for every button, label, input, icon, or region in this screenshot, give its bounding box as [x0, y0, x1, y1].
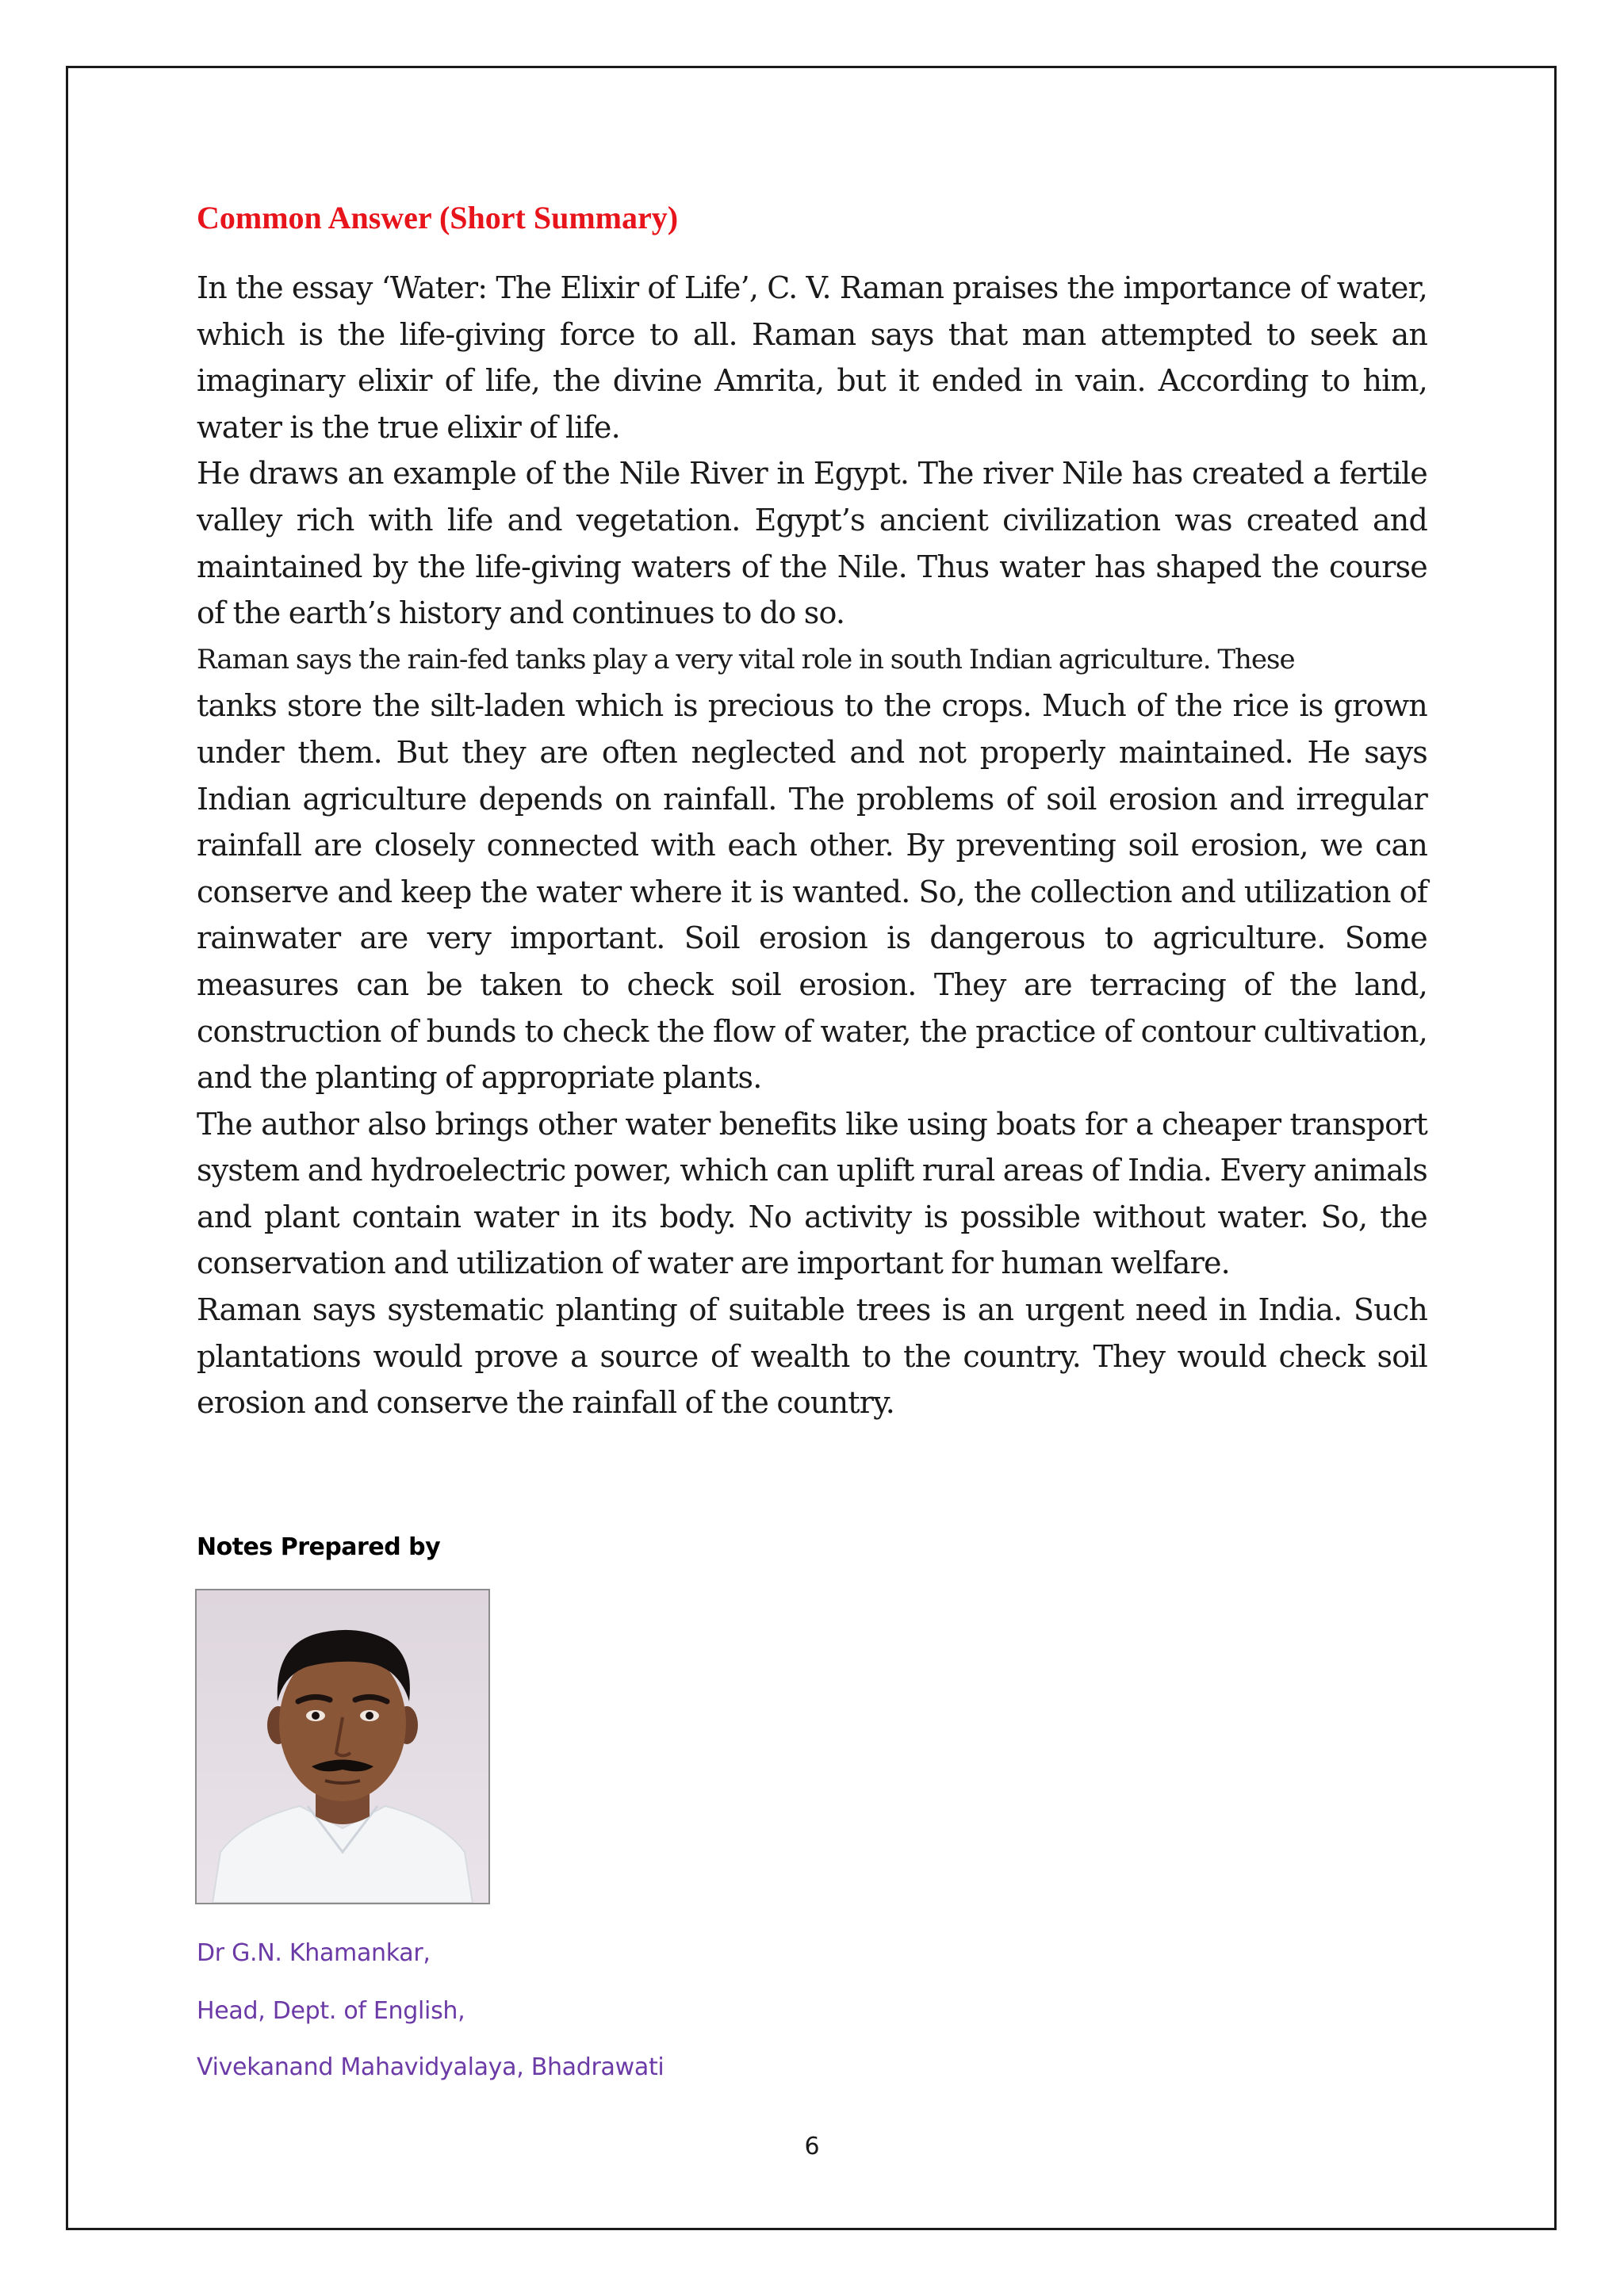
document-content: [197, 190, 1427, 1426]
paragraph-nile: He draws an example of the Nile River in Egypt. The river Nile has created a fertile valley rich with life and vegetation. Egypt’s ancient civilization was created and maintained by the life-giving waters of the Nile. Thus water has shaped the course of the earth’s history and continues to do so.: [197, 456, 1427, 631]
portrait-illustration: [197, 1590, 488, 1903]
page-number: 6: [804, 2133, 820, 2160]
paragraph-tanks: tanks store the silt-laden which is precious to the crops. Much of the rice is grown under them. But they are often neglected and not properly maintained. He says Indian agriculture depends on rainfall. The problems of soil erosion and irregular rainfall are closely connected with each other. By preventing soil erosion, we can conserve and keep the water where it is wanted. So, the collection and utilization of rainwater are very important. Soil erosion is dangerous to agriculture. Some measures can be taken to check soil erosion. They are terracing of the land, construction of bunds to check the flow of water, the practice of contour cultivation, and the planting of appropriate plants.: [197, 688, 1427, 1096]
paragraph-intro: In the essay ‘Water: The Elixir of Life’, C. V. Raman praises the importance of water, which is the life-giving force to all. Raman says that man attempted to seek an imaginary elixir of life, the divine Amrita, but it ended in vain. According to him, water is the true elixir of life.: [197, 270, 1427, 445]
author-institution: Vivekanand Mahavidyalaya, Bhadrawati: [197, 2053, 665, 2081]
paragraph-trees: Raman says systematic planting of suitable trees is an urgent need in India. Such plantations would prove a source of wealth to the country. They would check soil erosion and conserve the rainfall of the country.: [197, 1292, 1427, 1421]
summary-body: [197, 265, 1427, 1426]
author-position: Head, Dept. of English,: [197, 1997, 465, 2025]
author-name: Dr G.N. Khamankar,: [197, 1939, 431, 1967]
paragraph-benefits: The author also brings other water benefits like using boats for a cheaper transport system and hydroelectric power, which can uplift rural areas of India. Every animals and plant contain water in its body. No activity is possible without water. So, the conservation and utilization of water are important for human welfare.: [197, 1106, 1427, 1281]
author-photo: [195, 1589, 490, 1904]
paragraph-tanks-first-line: Raman says the rain-fed tanks play a very vital role in south Indian agriculture. These: [197, 643, 1295, 675]
section-heading: Common Answer (Short Summary): [197, 200, 679, 235]
credit-label: Notes Prepared by: [197, 1533, 441, 1561]
